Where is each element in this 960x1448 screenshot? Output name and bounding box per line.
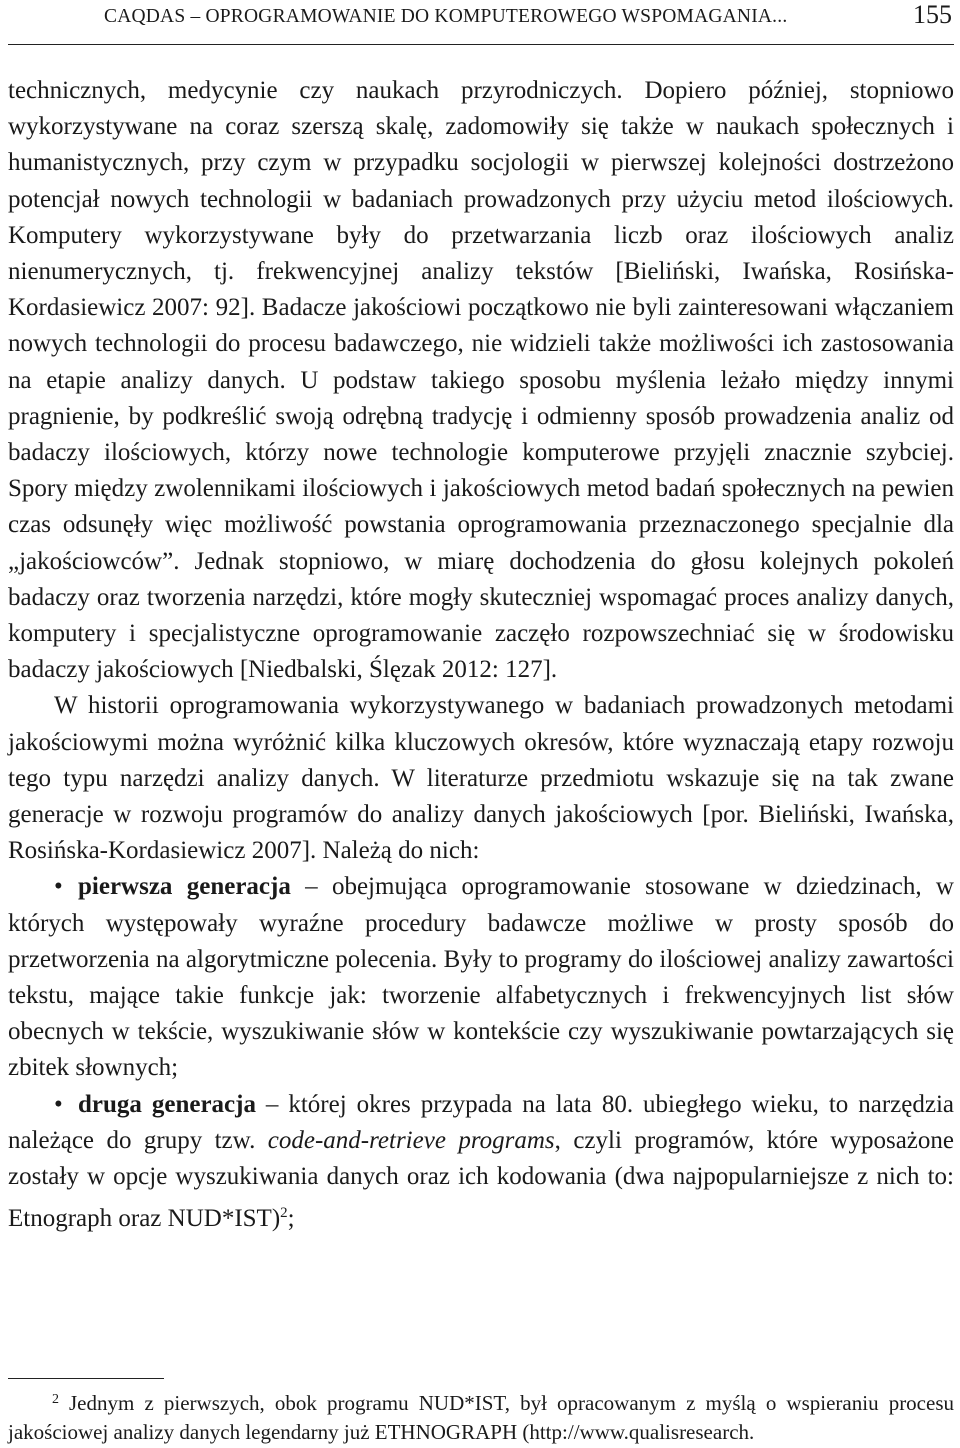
list-item-term: druga generacja: [78, 1090, 256, 1118]
list-item: [8, 869, 954, 1086]
list-item-term: pierwsza generacja: [78, 873, 291, 901]
paragraph: W historii oprogramowania wykorzystywanego w badaniach prowadzonych metodami jakościowymi można wyróżnić kilka kluczowych okresów, które wyznaczają etapy rozwoju tego typu narzędzi analizy danych. W literaturze przedmiotu wskazuje się na tak zwane generacje w rozwoju programów do analizy danych jakościowych [por. Bieliński, Iwańska, Rosińska-Kordasiewicz 2007]. Należą do nich:: [8, 692, 954, 865]
footnote-reference[interactable]: 2: [280, 1205, 288, 1222]
list-item: [8, 1087, 954, 1238]
document-page: [8, 0, 954, 1448]
list-item-text: – obejmująca oprogramowanie stosowane w dziedzinach, w których występowały wyraźne procedury badawcze możliwe w prosty sposób do przetworzenia na algorytmiczne polecenia. Były to programy do ilościowej analizy zawartości tekstu, mające takie funkcje jak: tworzenie alfabetycznych i frekwencyjnych list słów obecnych w tekście, wyszukiwanie słów w kontekście czy wyszukiwanie powtarzających się zbitek słownych;: [8, 873, 954, 1082]
italic-term: code-and-retrieve programs: [267, 1126, 555, 1154]
list-item-text: , czyli programów, które wyposażone zostały w opcje wyszukiwania danych oraz ich kodowania (dwa najpopularniejsze z nich to: Etnograph oraz NUD*IST): [8, 1126, 954, 1233]
footnote: [8, 1385, 954, 1447]
footnote-text: Jednym z pierwszych, obok programu NUD*IST, był opracowanym z myślą o wspieraniu procesu jakościowej analizy danych legendarny już ETHNOGRAPH (http://www.qualisresearch.: [8, 1391, 954, 1444]
paragraph: technicznych, medycynie czy naukach przyrodniczych. Dopiero później, stopniowo wykorzystywane na coraz szerszą skalę, zadomowiły się także w naukach społecznych i humanistycznych, przy czym w przypadku socjologii w pierwszej kolejności dostrzeżono potencjał nowych technologii w badaniach prowadzonych przy użyciu metod ilościowych. Komputery wykorzystywane były do przetwarzania liczb oraz ilościowych analiz nienumerycznych, tj. frekwencyjnej analizy tekstów [Bieliński, Iwańska, Rosińska-Kordasiewicz 2007: 92]. Badacze jakościowi początkowo nie byli zainteresowani włączaniem nowych technologii do procesu badawczego, nie widzieli także możliwości ich zastosowania na etapie analizy danych. U podstaw takiego sposobu myślenia leżało między innymi pragnienie, by podkreślić swoją odrębną tradycję i odmienny sposób prowadzenia analiz od badaczy ilościowych, którzy nowe technologie komputerowe przyjęli znacznie szybciej. Spory między zwolennikami ilościowych i jakościowych metod badań społecznych na pewien czas odsunęły więc możliwość powstania oprogramowania przeznaczonego specjalnie dla „jakościowców”. Jednak stopniowo, w miarę dochodzenia do głosu kolejnych pokoleń badaczy oraz tworzenia narzędzi, które mogły skuteczniej wspomagać proces analizy danych, komputery i specjalistyczne oprogramowanie zaczęło rozpowszechniać się w środowisku badaczy jakościowych [Niedbalski, Ślęzak 2012: 127].: [8, 77, 954, 684]
list-item-text: – której okres przypada na lata 80. ubiegłego wieku, to narzędzia należące do grupy tzw.: [8, 1090, 954, 1154]
footnote-number: 2: [52, 1392, 59, 1407]
body-text: [8, 73, 954, 1238]
bullet-icon: •: [54, 1090, 63, 1118]
page-number: 155: [913, 0, 952, 29]
footnote-divider: [8, 1378, 164, 1379]
running-title: CAQDAS – OPROGRAMOWANIE DO KOMPUTEROWEGO WSPOMAGANIA...: [104, 6, 788, 27]
running-header: [8, 0, 954, 45]
list-item-end: ;: [287, 1205, 295, 1233]
bullet-icon: •: [54, 873, 63, 901]
